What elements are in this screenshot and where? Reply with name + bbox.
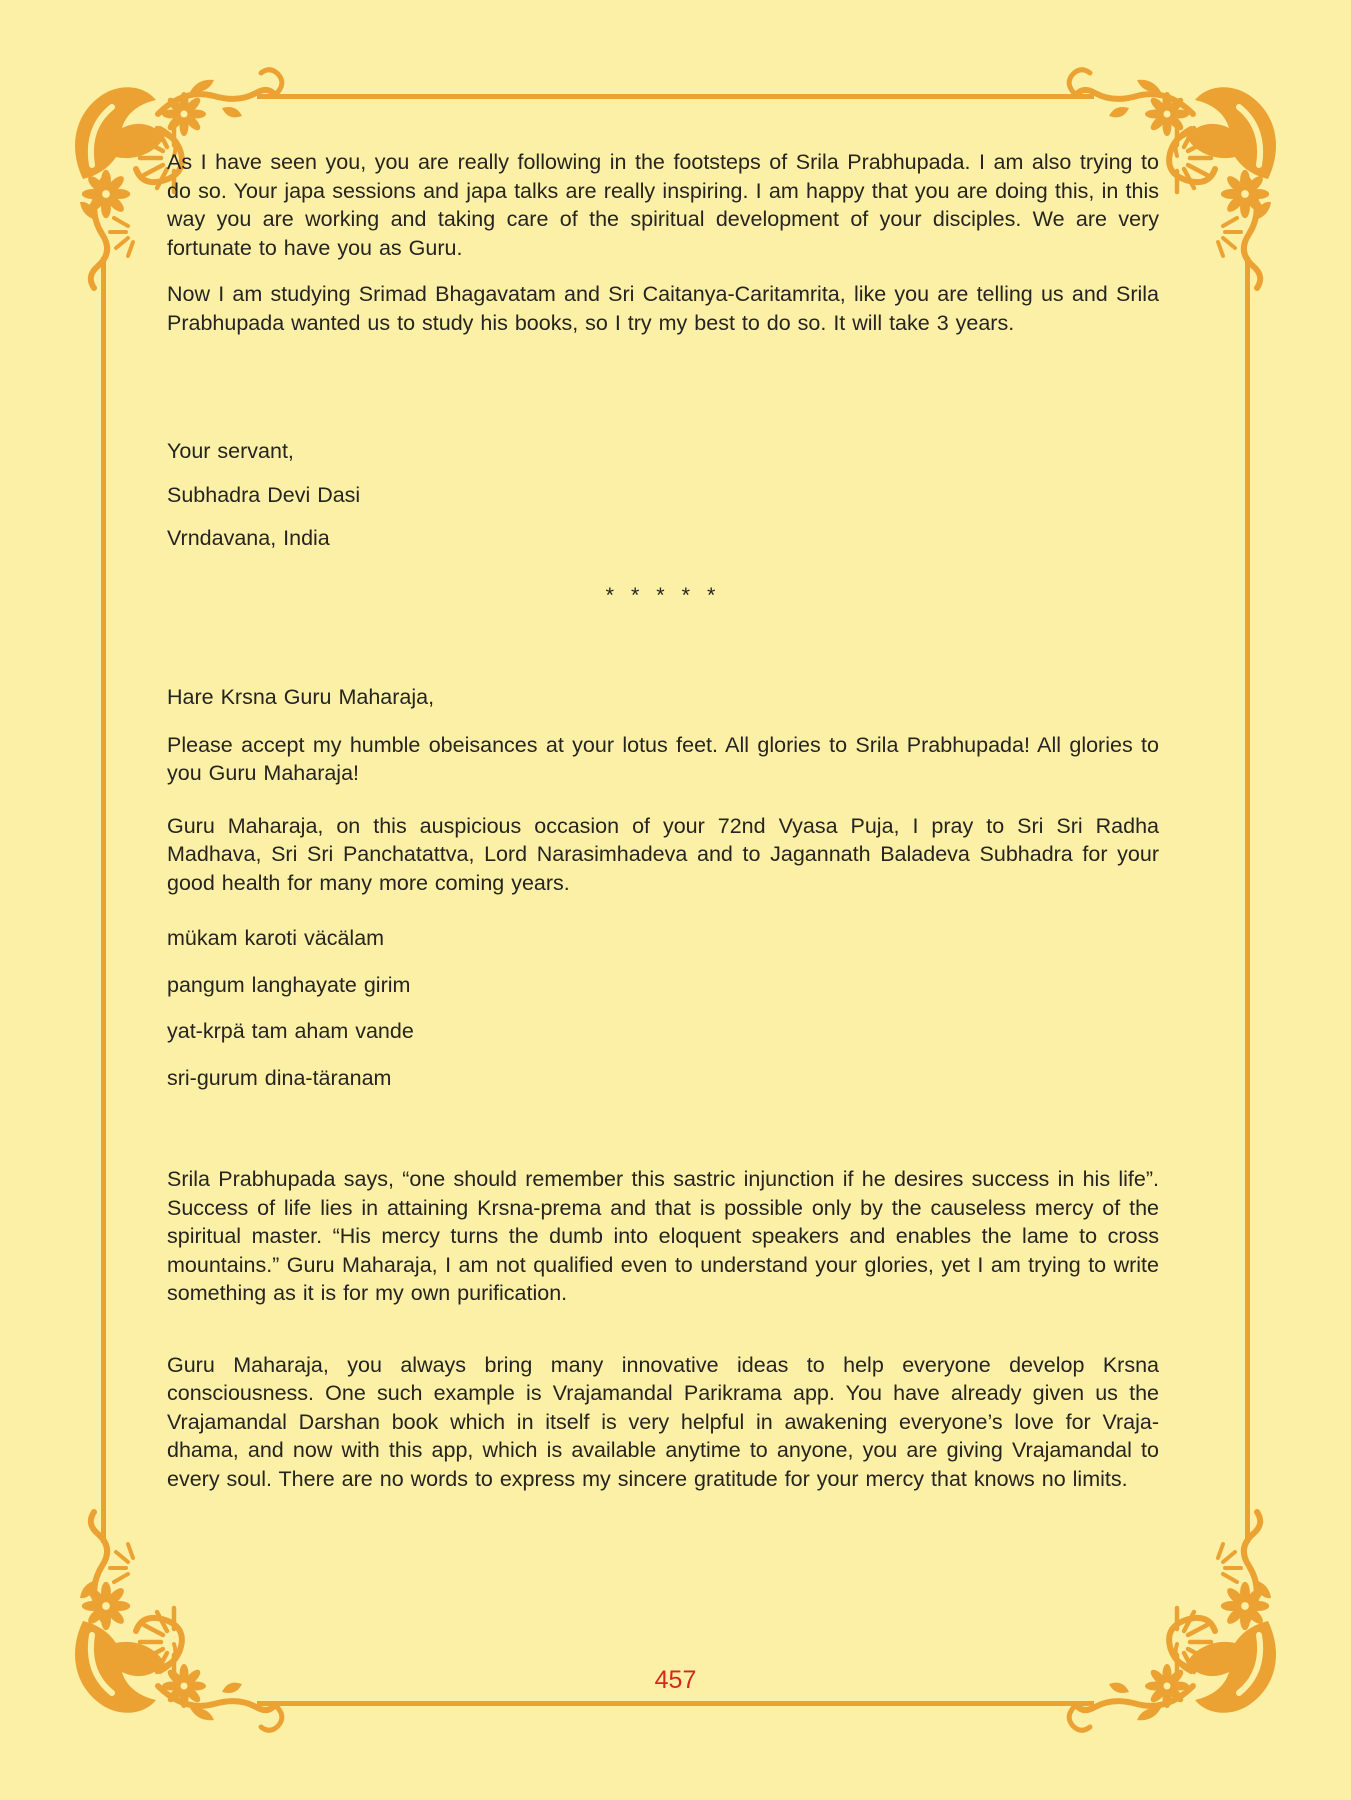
- border-line-left: [101, 290, 106, 1543]
- paragraph-obeisances: Please accept my humble obeisances at your lotus feet. All glories to Srila Prabhupada! All glories to you Guru Maharaja!: [167, 732, 1159, 785]
- border-line-right: [1245, 290, 1250, 1543]
- paragraph-vyasa-puja: Guru Maharaja, on this auspicious occasion of your 72nd Vyasa Puja, I pray to Sri Sri Radha Madhava, Sri Sri Panchatattva, Lord Narasimhadeva and to Jagannath Baladeva Subhadra for your good health for many more coming years.: [167, 813, 1159, 895]
- border-line-bottom: [285, 1701, 1090, 1706]
- verse-line: pangum langhayate girim: [167, 972, 411, 997]
- signature-place: Vrndavana, India: [167, 526, 330, 550]
- letter-content: [167, 148, 1159, 1511]
- paragraph-footsteps: As I have seen you, you are really following in the footsteps of Srila Prabhupada. I am also trying to do so. Your japa sessions and japa talks are really inspiring. I am happy that you are doing this, in this way you are working and taking care of the spiritual development of your disciples. We are very fortunate to have you as Guru.: [167, 150, 1159, 260]
- closing-line: Your servant,: [167, 439, 294, 463]
- verse-line: sri-gurum dina-täranam: [167, 1065, 392, 1090]
- verse-line: yat-krpä tam aham vande: [167, 1019, 414, 1043]
- corner-ornament-bottom-right: [1059, 1508, 1289, 1738]
- asterisk-separator: * * * * *: [605, 582, 721, 607]
- border-line-top: [285, 94, 1090, 99]
- page-number: 457: [654, 1666, 697, 1694]
- paragraph-sastric-injunction: Srila Prabhupada says, “one should remember this sastric injunction if he desires success in his life”. Success of life lies in attaining Krsna-prema and that is possible only by the causeless mercy of the spiritual master. “His mercy turns the dumb into eloquent speakers and enables the lame to cross mountains.” Guru Maharaja, I am not qualified even to understand your glories, yet I am trying to write something as it is for my own purification.: [167, 1167, 1159, 1305]
- paragraph-studying: Now I am studying Srimad Bhagavatam and Sri Caitanya-Caritamrita, like you are telling us and Srila Prabhupada wanted us to study his books, so I try my best to do so. It will take 3 years.: [167, 282, 1159, 335]
- paragraph-parikrama-app: Guru Maharaja, you always bring many innovative ideas to help everyone develop Krsna consciousness. One such example is Vrajamandal Parikrama app. You have already given us the Vrajamandal Darshan book which in itself is very helpful in awakening everyone’s love for Vraja-dhama, and now with this app, which is available anytime to anyone, you are giving Vrajamandal to every soul. There are no words to express my sincere gratitude for your mercy that knows no limits.: [167, 1352, 1159, 1491]
- salutation-line: Hare Krsna Guru Maharaja,: [167, 685, 435, 709]
- signature-name: Subhadra Devi Dasi: [167, 482, 361, 507]
- verse-line: mükam karoti väcälam: [167, 926, 385, 950]
- corner-ornament-bottom-left: [62, 1508, 292, 1738]
